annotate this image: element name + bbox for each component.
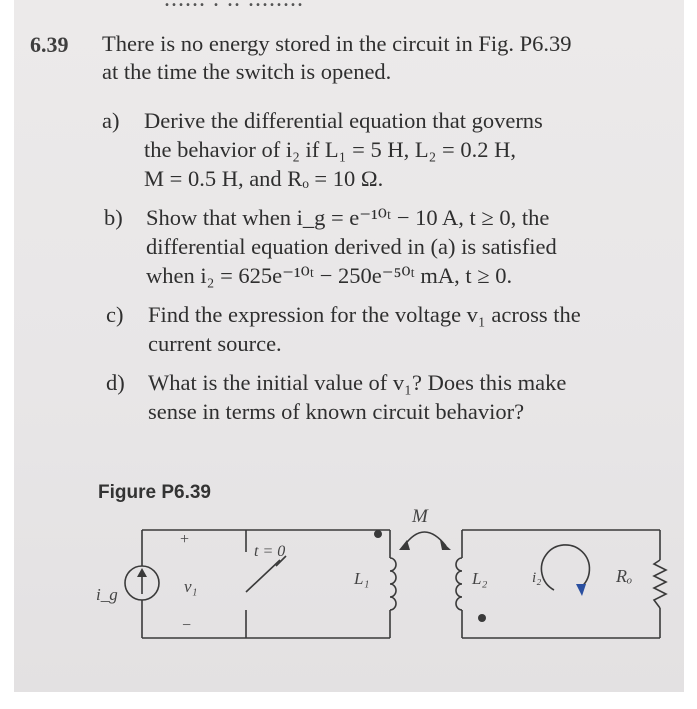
switch-blade — [246, 560, 280, 592]
part-a-line-1: Derive the differential equation that governs — [144, 108, 543, 133]
problem-line-1: There is no energy stored in the circuit in Fig. P6.39 — [102, 31, 572, 56]
loop-current-arrowhead — [576, 584, 586, 596]
l1-label: L₁ — [354, 569, 370, 588]
switch-label: t = 0 — [254, 543, 286, 560]
part-a-line-3: M = 0.5 H, and Rₒ = 10 Ω. — [144, 166, 384, 191]
problem-statement — [102, 30, 662, 86]
part-b-label: b) — [104, 205, 123, 230]
inductor-l1-coil — [390, 558, 396, 610]
part-a-line-2: the behavior of i₂ if L₁ = 5 H, L₂ = 0.2 H, — [144, 137, 516, 162]
problem-number: 6.39 — [30, 32, 69, 57]
part-c-line-1: Find the expression for the voltage v₁ across the — [148, 302, 581, 327]
v1-plus-sign: + — [180, 531, 190, 548]
ig-label: i_g — [96, 585, 118, 604]
i2-label: i₂ — [532, 570, 542, 586]
part-c-label: c) — [106, 302, 124, 327]
cutoff-text — [164, 0, 304, 13]
v1-minus-sign: − — [182, 617, 192, 634]
part-c — [106, 300, 646, 358]
inductor-l2-coil — [456, 558, 462, 610]
resistor-ro — [654, 560, 666, 608]
dot-l1 — [374, 530, 382, 538]
current-source-arrowhead — [137, 568, 147, 577]
part-b-line-1: Show that when i_g = e⁻¹⁰ᵗ − 10 A, t ≥ 0, the — [146, 205, 550, 230]
part-a — [102, 106, 642, 193]
part-b-line-3: when i₂ = 625e⁻¹⁰ᵗ − 250e⁻⁵⁰ᵗ mA, t ≥ 0. — [146, 263, 513, 288]
textbook-page — [14, 0, 684, 692]
ro-label: Rₒ — [616, 566, 633, 586]
mutual-label: M — [412, 506, 428, 527]
mutual-inductance-arc — [404, 532, 446, 546]
part-d-line-1: What is the initial value of v₁? Does this make — [148, 370, 567, 395]
mutual-arrowhead-right — [440, 540, 451, 550]
part-d-label: d) — [106, 370, 125, 395]
part-b-line-2: differential equation derived in (a) is satisfied — [146, 234, 557, 259]
figure-title: Figure P6.39 — [98, 482, 211, 503]
dot-l2 — [478, 614, 486, 622]
part-c-line-2: current source. — [148, 331, 282, 356]
part-d-line-2: sense in terms of known circuit behavior? — [148, 399, 525, 424]
circuit-diagram — [14, 500, 684, 690]
v1-label: v₁ — [184, 577, 198, 596]
problem-line-2: at the time the switch is opened. — [102, 59, 392, 84]
part-b — [104, 203, 644, 290]
part-d — [106, 368, 646, 426]
part-a-label: a) — [102, 108, 120, 133]
loop-current-arc — [541, 545, 589, 590]
l2-label: L₂ — [472, 569, 488, 588]
